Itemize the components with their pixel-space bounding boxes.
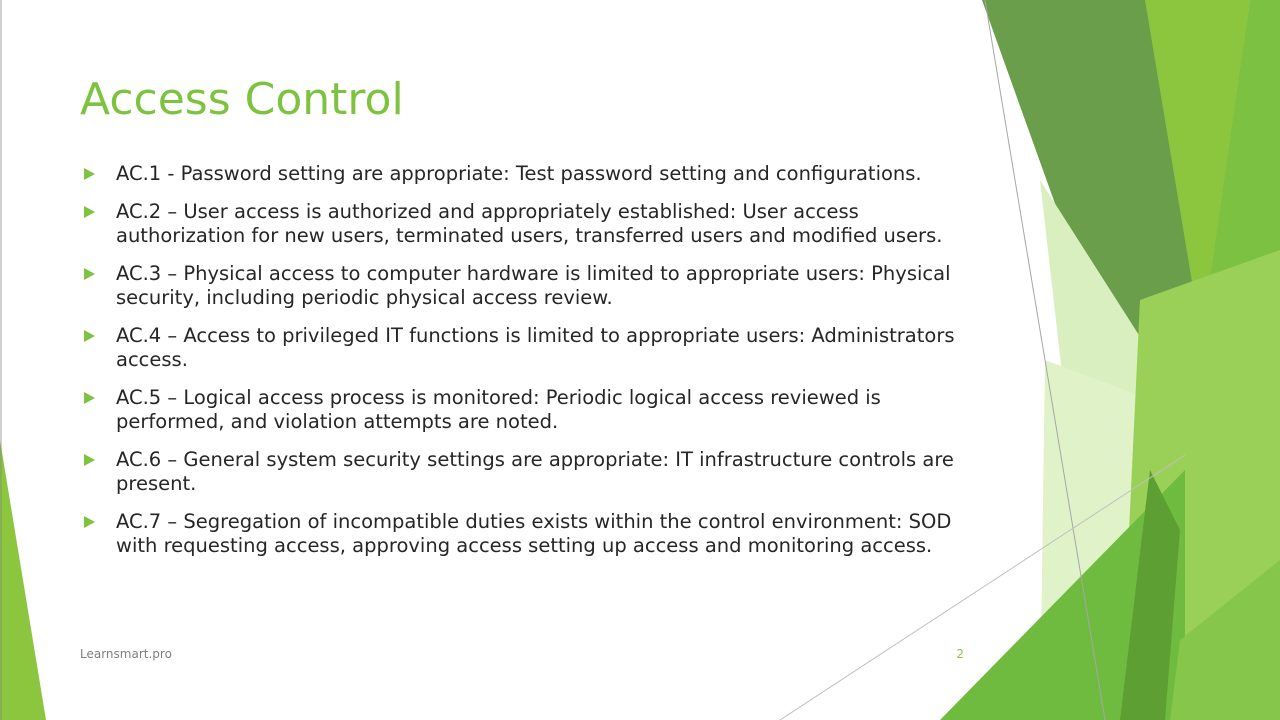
bullet-text: AC.6 – General system security settings are appropriate: IT infrastructure controls are present. — [116, 447, 954, 495]
bullet-list — [80, 162, 980, 572]
bullet-item-ac3 — [80, 262, 980, 311]
footer-text: Learnsmart.pro — [80, 647, 172, 661]
bullet-text: AC.7 – Segregation of incompatible duties exists within the control environment: SOD with requesting access, approving access setting up access and monitoring access. — [116, 509, 952, 557]
left-edge-shape — [0, 440, 46, 720]
bullet-item-ac1 — [80, 162, 980, 187]
triangle-right-icon — [84, 168, 95, 180]
triangle-right-icon — [84, 330, 95, 342]
bullet-item-ac5 — [80, 386, 980, 435]
triangle-right-icon — [84, 268, 95, 280]
bullet-text: AC.2 – User access is authorized and appropriately established: User access authorization for new users, terminated users, transferred users and modified users. — [116, 199, 943, 247]
triangle-right-icon — [84, 454, 95, 466]
bullet-text: AC.1 - Password setting are appropriate: Test password setting and configurations. — [116, 162, 922, 185]
triangle-right-icon — [84, 392, 95, 404]
bullet-item-ac4 — [80, 324, 980, 373]
slide-title: Access Control — [80, 74, 404, 125]
left-edge-line — [0, 0, 2, 720]
bullet-text: AC.4 – Access to privileged IT functions is limited to appropriate users: Administrators access. — [116, 323, 955, 371]
bullet-text: AC.5 – Logical access process is monitored: Periodic logical access reviewed is performed, and violation attempts are noted. — [116, 385, 881, 433]
triangle-right-icon — [84, 516, 95, 528]
bullet-item-ac2 — [80, 200, 980, 249]
bullet-item-ac6 — [80, 448, 980, 497]
bullet-text: AC.3 – Physical access to computer hardware is limited to appropriate users: Physical security, including periodic physical access review. — [116, 261, 951, 309]
bullet-item-ac7 — [80, 510, 980, 559]
triangle-right-icon — [84, 206, 95, 218]
page-number: 2 — [956, 647, 964, 661]
